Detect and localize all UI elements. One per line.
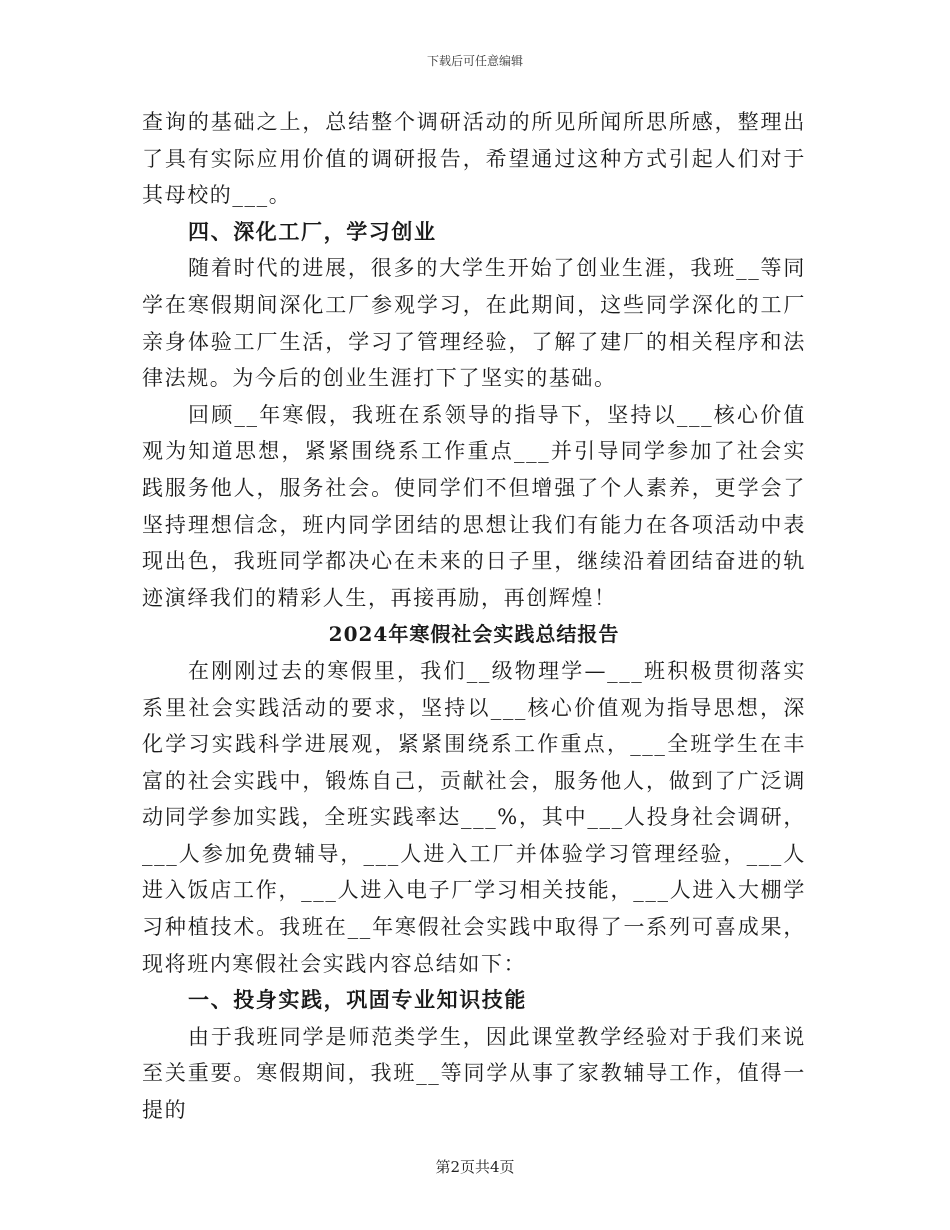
paragraph-continued: 查询的基础之上，总结整个调研活动的所见所闻所思所感，整理出了具有实际应用价值的调研报告，希望通过这种方式引起人们对于其母校的___。	[142, 110, 806, 208]
section-heading-4: 四、深化工厂，学习创业	[188, 218, 437, 244]
report-title: 2024年寒假社会实践总结报告	[328, 622, 620, 647]
page-number: 第2页共4页	[435, 1158, 515, 1176]
paragraph-review: 回顾__年寒假，我班在系领导的指导下，坚持以___核心价值观为知道思想，紧紧围绕系工作重点___并引导同学参加了社会实践服务他人，服务社会。使同学们不但增强了个人素养，更学会了坚持理想信念，班内同学团结的思想让我们有能力在各项活动中表现出色，我班同学都决心在未来的日子里，继续沿着团结奋进的轨迹演绎我们的精彩人生，再接再励，再创辉煌！	[142, 402, 806, 610]
page-header-note: 下载后可任意编辑	[426, 54, 523, 68]
paragraph-intro: 在刚刚过去的寒假里，我们__级物理学—___班积极贯彻落实系里社会实践活动的要求，坚持以___核心价值观为指导思想，深化学习实践科学进展观，紧紧围绕系工作重点，___全班学生在丰富的社会实践中，锻炼自己，贡献社会，服务他人，做到了广泛调动同学参加实践，全班实践率达___%，其中___人投身社会调研，___人参加免费辅导，___人进入工厂并体验学习管理经验，___人进入饭店工作，___人进入电子厂学习相关技能，___人进入大棚学习种植技术。我班在__年寒假社会实践中取得了一系列可喜成果，现将班内寒假社会实践内容总结如下：	[142, 658, 806, 976]
section-heading-1: 一、投身实践，巩固专业知识技能	[188, 987, 527, 1013]
paragraph-entrepreneurship: 随着时代的进展，很多的大学生开始了创业生涯，我班__等同学在寒假期间深化工厂参观学习，在此期间，这些同学深化的工厂亲身体验工厂生活，学习了管理经验，了解了建厂的相关程序和法律法规。为今后的创业生涯打下了坚实的基础。	[142, 256, 806, 391]
document-body	[142, 104, 806, 1129]
paragraph-teaching: 由于我班同学是师范类学生，因此课堂教学经验对于我们来说至关重要。寒假期间，我班__等同学从事了家教辅导工作，值得一提的	[142, 1024, 806, 1123]
